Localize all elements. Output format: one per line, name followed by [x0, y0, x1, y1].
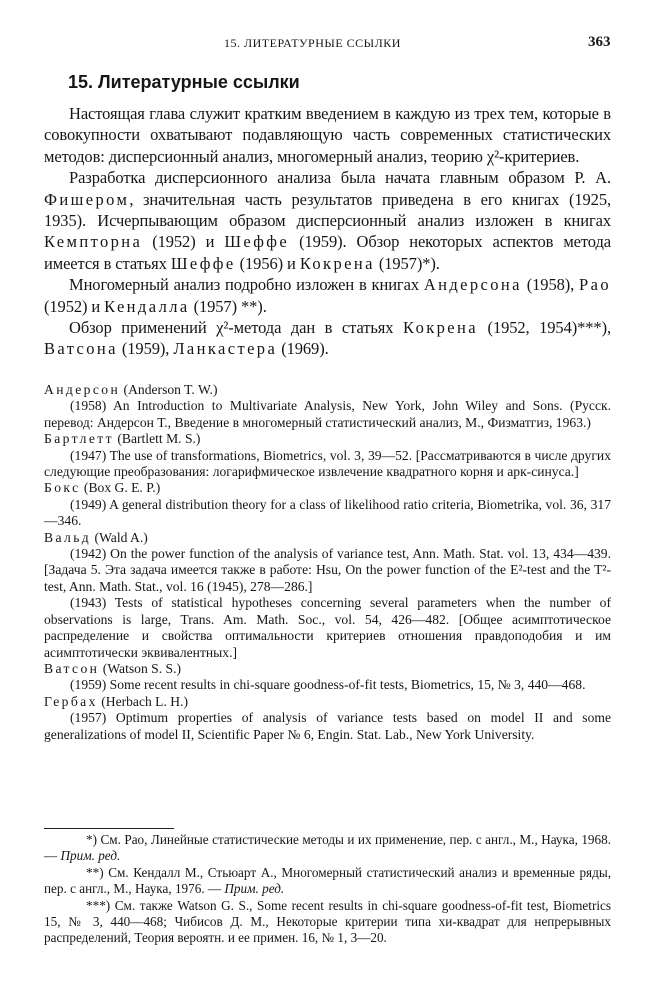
author-name: Андерсона: [423, 275, 522, 295]
footnote: *) См. Рао, Линейные статистические методы и их применение, пер. с англ., М., Наука, 1968. — Прим. ред.: [44, 832, 611, 864]
paragraph-2: Разработка дисперсионного анализа была начата главным образом Р. А. Фишером, значительная часть результатов приведена в его книгах (1925, 1935). Исчерпывающим образом дисперсионный анализ изложен в книгах Кемпторна (1952) и Шеффе (1959). Обзор некоторых аспектов метода имеется в статьях Шеффе (1956) и Кокрена (1957)*).: [44, 168, 611, 273]
reference-list: [44, 382, 611, 743]
reference-author: Бокс (Box G. E. P.): [44, 480, 161, 496]
author-name: Шеффе: [170, 253, 236, 273]
footnote: ***) См. также Watson G. S., Some recent results in chi-square goodness-of-fit test, Biometrics 15, № 3, 440—468; Чибисов Д. М., Некоторые критерии типа хи-квадрат для непрерывных распределений, Теория вероятн. и ее примен. 16, № 1, 3—20.: [44, 897, 611, 946]
footnote-divider: [44, 828, 174, 829]
author-name: Шеффе: [224, 232, 290, 252]
author-name: Ватсона: [44, 339, 118, 359]
reference-item: [44, 661, 611, 694]
author-name: Кемпторна: [44, 232, 143, 252]
author-name: Кокрена: [299, 253, 375, 273]
paragraph-4: Обзор применений χ²-метода дан в статьях Кокрена (1952, 1954)***), Ватсона (1959), Ланкастера (1969).: [44, 318, 611, 359]
reference-author: Бартлетт (Bartlett M. S.): [44, 431, 201, 447]
reference-entry: (1942) On the power function of the analysis of variance test, Ann. Math. Stat. vol. 13, 434—439. [Задача 5. Эта задача имеется также в работе: Hsu, On the power function of the E²-test and the T²-test, Ann. Math. Stat., vol. 16 (1945), 278—286.]: [44, 546, 611, 594]
reference-author: Вальд (Wald A.): [44, 529, 148, 545]
reference-author: Ватсон (Watson S. S.): [44, 660, 181, 676]
paragraph-1: Настоящая глава служит кратким введением в каждую из трех тем, которые в совокупности охватывают подавляющую часть современных статистических методов: дисперсионный анализ, многомерный анализ, теорию χ²-критериев.: [44, 104, 611, 166]
paragraph-3: Многомерный анализ подробно изложен в книгах Андерсона (1958), Рао (1952) и Кендалла (1957) **).: [44, 275, 611, 316]
reference-item: [44, 431, 611, 480]
reference-author: Гербах (Herbach L. H.): [44, 693, 189, 709]
reference-entry: (1947) The use of transformations, Biometrics, vol. 3, 39—52. [Рассматриваются в числе других следующие преобразования: логарифмическое извлечение квадратного корня и арк-синуса.]: [44, 447, 611, 480]
reference-item: [44, 530, 611, 661]
author-name: Кендалла: [104, 296, 190, 316]
footnotes: [44, 832, 611, 947]
reference-author: Андерсон (Anderson T. W.): [44, 382, 218, 397]
running-title: 15. ЛИТЕРАТУРНЫЕ ССЫЛКИ: [224, 36, 401, 50]
author-name: Кокрена: [403, 318, 478, 338]
reference-item: [44, 382, 611, 431]
reference-entry: (1949) A general distribution theory for a class of likelihood ratio criteria, Biometrika, vol. 36, 317—346.: [44, 496, 611, 529]
reference-item: [44, 480, 611, 529]
section-title: 15. Литературные ссылки: [68, 72, 300, 92]
author-name: Фишером: [44, 189, 130, 209]
author-name: Ланкастера: [173, 339, 278, 359]
reference-entry: (1957) Optimum properties of analysis of variance tests based on model II and some generalizations of model II, Scientific Paper № 6, Engin. Stat. Lab., New York University.: [44, 710, 611, 742]
section-body: [44, 103, 611, 360]
footnote: **) См. Кендалл М., Стьюарт А., Многомерный статистический анализ и временные ряды, пер. с англ., М., Наука, 1976. — Прим. ред.: [44, 864, 611, 897]
reference-entry: (1958) An Introduction to Multivariate Analysis, New York, John Wiley and Sons. (Русск. перевод: Андерсон Т., Введение в многомерный статистический анализ, М., Физматгиз, 1963.): [44, 398, 611, 430]
reference-entry: (1959) Some recent results in chi-square goodness-of-fit tests, Biometrics, 15, № 3, 440—468.: [70, 677, 586, 693]
page-number: 363: [588, 34, 611, 50]
reference-entry: (1943) Tests of statistical hypotheses concerning several parameters when the number of observations is large, Trans. Am. Math. Soc., vol. 54, 426—482. [Общее асимптотическое распределение и свойства оптимальности критериев отношения правдоподобия и им асимптотически эквивалентных.]: [44, 595, 611, 660]
author-name: Рао: [579, 275, 611, 295]
reference-item: [44, 694, 611, 743]
